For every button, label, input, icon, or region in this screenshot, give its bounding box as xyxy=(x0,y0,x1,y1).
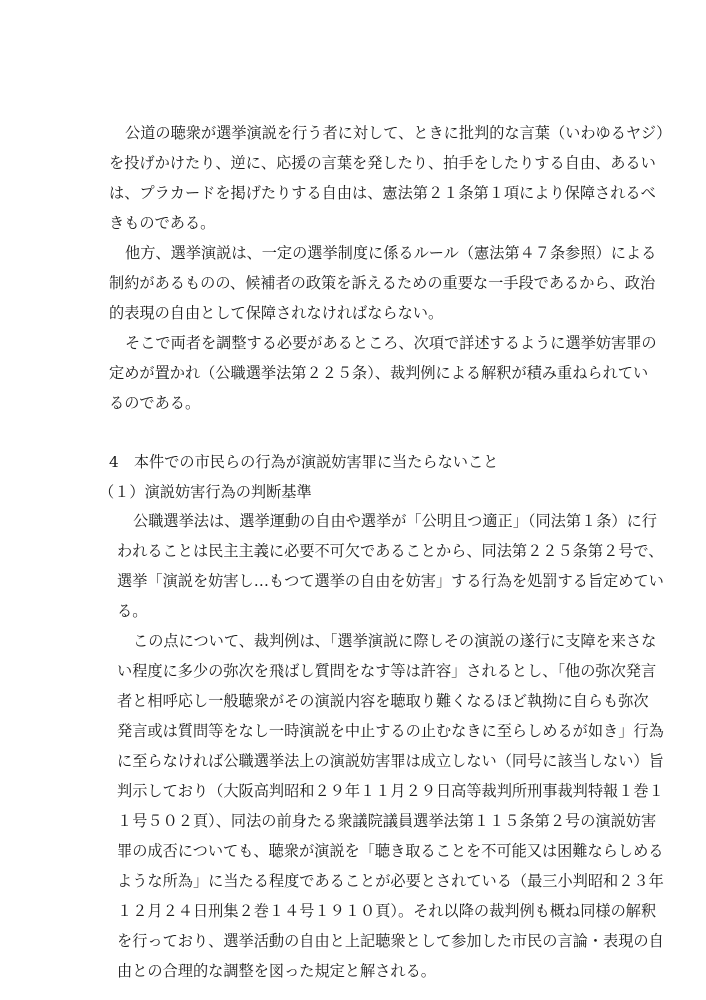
paragraph-criteria-line-2: われることは民主主義に必要不可欠であることから、同法第２２５条第２号で、 xyxy=(117,542,664,560)
paragraph-public-heckling-line-4: きものである。 xyxy=(109,214,216,232)
paragraph-election-speech-line-2: 制約があるものの、候補者の政策を訴えるための重要な一手段であるから、政治 xyxy=(109,274,656,292)
paragraph-case-law-line-2: い程度に多少の弥次を飛ばし質問をなす等は許容」されるとし、「他の弥次発言 xyxy=(117,662,657,680)
paragraph-case-law-line-10: １２月２４日刑集２巻１４号１９１０頁）。それ以降の裁判例も概ね同様の解釈 xyxy=(117,902,657,920)
paragraph-case-law-line-1: この点について、裁判例は、「選挙演説に際しその演説の遂行に支障を来さな xyxy=(133,632,657,650)
paragraph-case-law-line-12: 由との合理的な調整を図った規定と解される。 xyxy=(117,962,436,980)
paragraph-case-law-line-3: 者と相呼応し一般聴衆がその演説内容を聴取り難くなるほど執拗に自らも弥次 xyxy=(117,692,649,710)
paragraph-public-heckling-line-1: 公道の聴衆が選挙演説を行う者に対して、ときに批判的な言葉（いわゆるヤジ） xyxy=(125,124,672,142)
paragraph-election-speech-line-3: 的表現の自由として保障されなければならない。 xyxy=(109,304,444,322)
subsection-1-heading: （１）演説妨害行為の判断基準 xyxy=(99,483,312,501)
paragraph-case-law-line-6: 判示しており（大阪高判昭和２９年１１月２９日高等裁判所刑事裁判特報１巻１ xyxy=(117,782,664,800)
paragraph-adjustment-line-3: るのである。 xyxy=(109,394,201,412)
section-4-heading: 4 本件での市民らの行為が演説妨害罪に当たらないこと xyxy=(109,453,499,471)
paragraph-public-heckling-line-2: を投げかけたり、逆に、応援の言葉を発したり、拍手をしたりする自由、あるい xyxy=(109,154,656,172)
paragraph-case-law-line-5: に至らなければ公職選挙法上の演説妨害罪は成立しない（同号に該当しない）旨 xyxy=(117,752,664,770)
paragraph-adjustment-line-2: 定めが置かれ（公職選挙法第２２５条）、裁判例による解釈が積み重ねられてい xyxy=(109,364,649,382)
paragraph-election-speech-line-1: 他方、選挙演説は、一定の選挙制度に係るルール（憲法第４７条参照）による xyxy=(125,244,657,262)
paragraph-criteria-line-1: 公職選挙法は、選挙運動の自由や選挙が「公明且つ適正」（同法第１条）に行 xyxy=(133,512,657,530)
paragraph-case-law-line-7: １号５０２頁）、同法の前身たる衆議院議員選挙法第１１５条第２号の演説妨害 xyxy=(117,812,657,830)
paragraph-criteria-line-4: る。 xyxy=(117,602,148,620)
paragraph-criteria-line-3: 選挙「演説を妨害し…もつて選挙の自由を妨害」する行為を処罰する旨定めてい xyxy=(117,572,664,590)
paragraph-public-heckling-line-3: は、プラカードを掲げたりする自由は、憲法第２１条第１項により保障されるべ xyxy=(109,184,656,202)
paragraph-case-law-line-8: 罪の成否についても、聴衆が演説を「聴き取ることを不可能又は困難ならしめる xyxy=(117,842,664,860)
paragraph-case-law-line-4: 発言或は質問等をなし一時演説を中止するの止むなきに至らしめるが如き」行為 xyxy=(117,722,664,740)
paragraph-case-law-line-9: ような所為」に当たる程度であることが必要とされている（最三小判昭和２３年 xyxy=(117,872,664,890)
paragraph-case-law-line-11: を行っており、選挙活動の自由と上記聴衆として参加した市民の言論・表現の自 xyxy=(117,932,664,950)
paragraph-adjustment-line-1: そこで両者を調整する必要があるところ、次項で詳述するように選挙妨害罪の xyxy=(125,334,657,352)
